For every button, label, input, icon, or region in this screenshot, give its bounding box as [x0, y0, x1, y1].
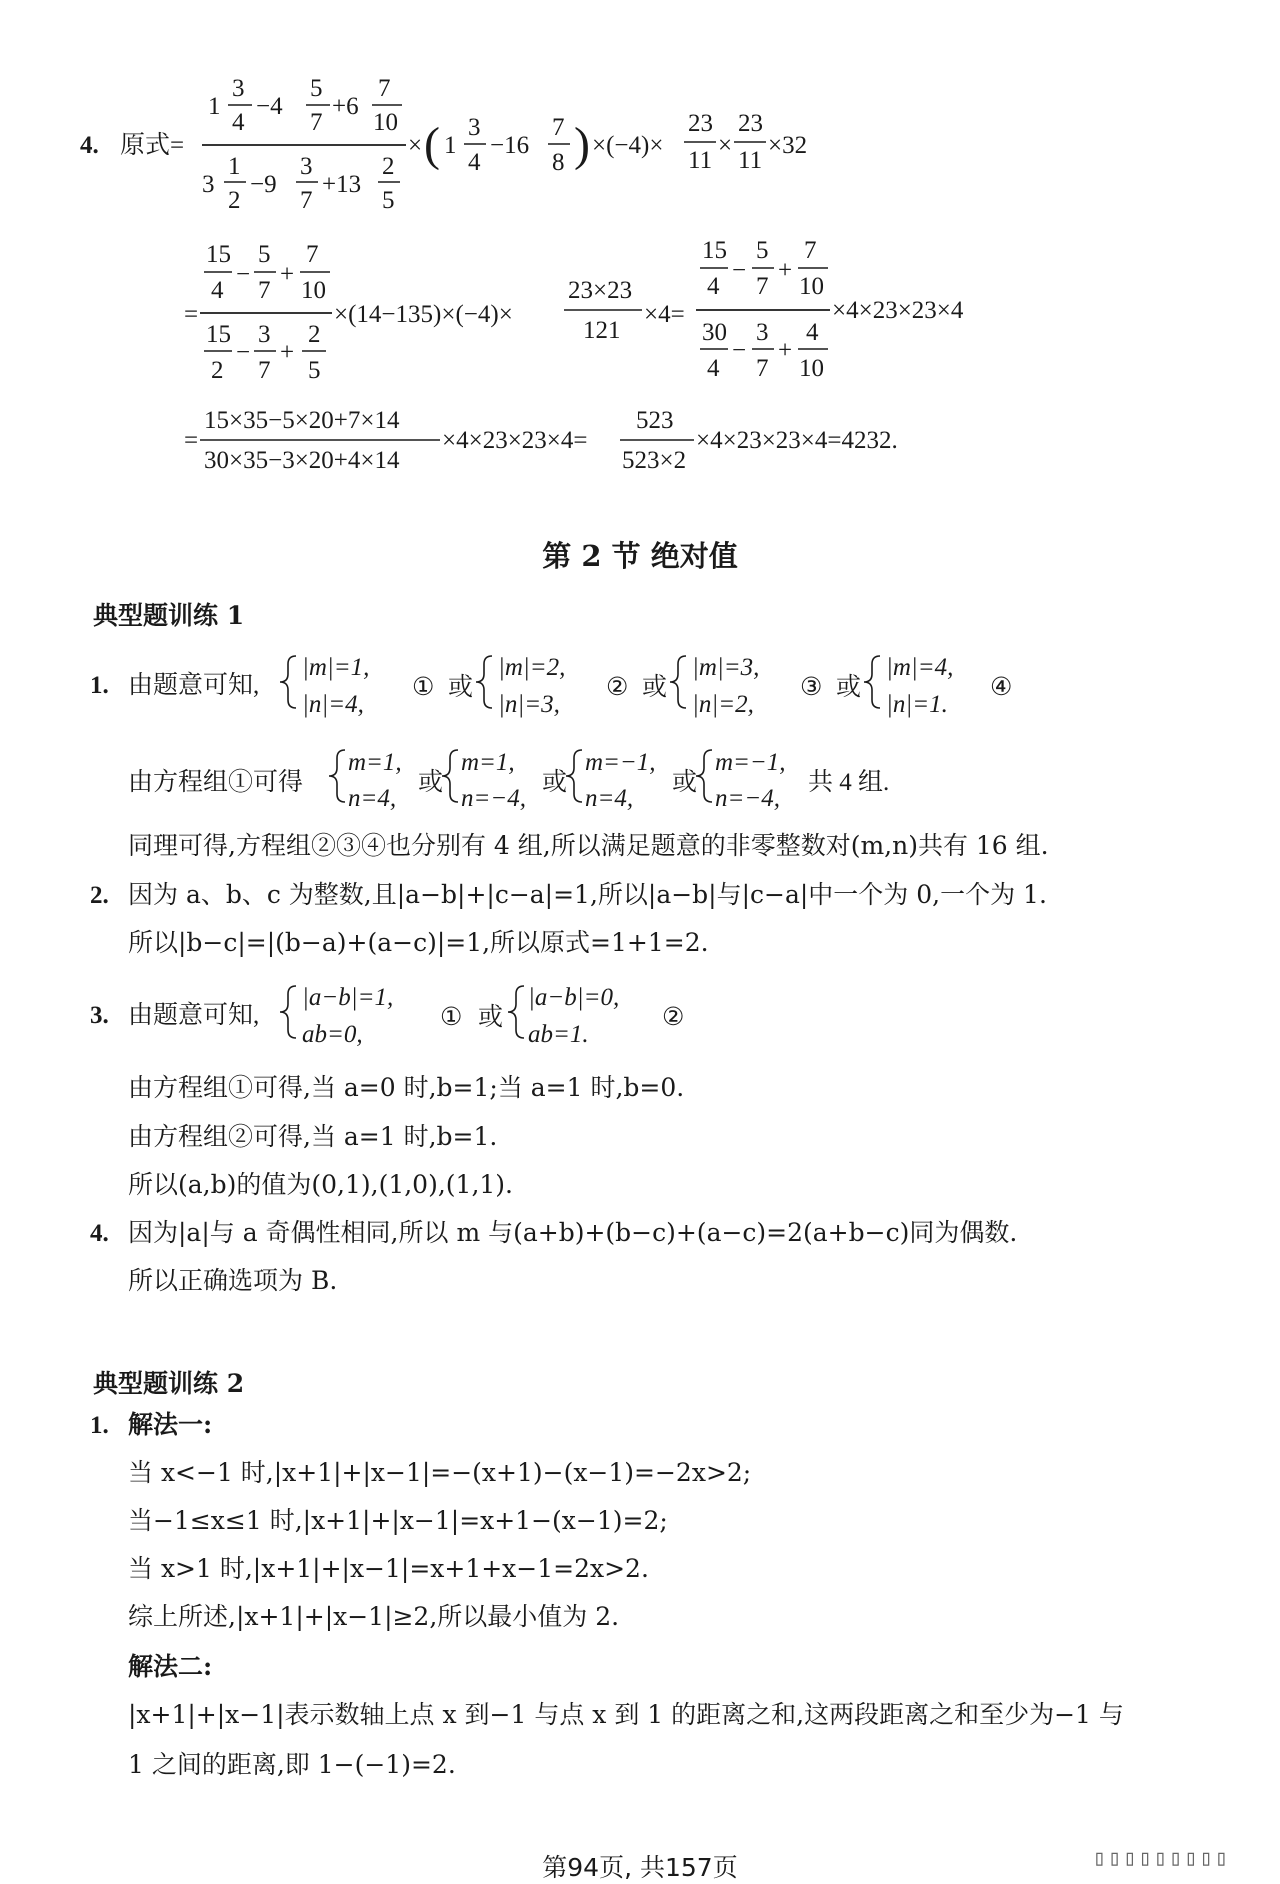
- frac-num: 5: [756, 237, 769, 264]
- frac-den: 7: [756, 273, 769, 300]
- t2-q1-line: 当−1≤x≤1 时,|x+1|+|x−1|=x+1−(x−1)=2;: [128, 1506, 668, 1535]
- circled-number: ①: [412, 674, 435, 701]
- frac-num: 7: [378, 75, 391, 102]
- frac-den: 8: [552, 149, 565, 176]
- frac-den: 4: [211, 277, 224, 304]
- frac-num: 15: [702, 237, 727, 264]
- system-top: |m|=4,: [886, 654, 954, 681]
- frac-num: 4: [806, 319, 819, 346]
- q1-line2-tail: 共 4 组.: [808, 769, 890, 796]
- system-top: |m|=2,: [498, 654, 566, 681]
- circled-number: ②: [606, 674, 629, 701]
- system-bottom: ab=1.: [528, 1021, 589, 1048]
- circled-number: ③: [800, 674, 823, 701]
- frac-num: 23: [738, 110, 763, 137]
- solution-top: m=1,: [461, 749, 515, 776]
- or-word: 或: [542, 769, 568, 796]
- frac-num: 3: [468, 114, 481, 141]
- method-one-label: 解法一:: [128, 1410, 213, 1439]
- frac-num: 2: [308, 321, 321, 348]
- t1-q3-line3: 由方程组②可得,当 a=1 时,b=1.: [128, 1122, 498, 1151]
- frac-den: 7: [300, 187, 313, 214]
- system-bottom: |n|=3,: [498, 691, 560, 718]
- t1-q1-systems: [0, 630, 1280, 810]
- frac-den: 4: [707, 273, 720, 300]
- term: ×(−4)×: [592, 132, 664, 159]
- frac-num: 23×23: [568, 277, 633, 304]
- q3-intro: 由题意可知,: [128, 1002, 260, 1029]
- frac-den: 4: [232, 109, 245, 136]
- frac-num: 15×35−5×20+7×14: [204, 407, 400, 434]
- solution-bottom: n=4,: [585, 785, 634, 810]
- frac-num: 3: [756, 319, 769, 346]
- or-word: 或: [836, 674, 862, 701]
- solution-top: m=−1,: [585, 749, 656, 776]
- method-two-label: 解法二:: [128, 1652, 213, 1681]
- question-number: 1.: [90, 672, 109, 699]
- t1-q3-systems: [0, 970, 1280, 1070]
- frac-den: 7: [756, 355, 769, 382]
- training-2-heading: 典型题训练 2: [93, 1369, 245, 1398]
- frac-den: 11: [688, 147, 713, 174]
- op: −: [236, 261, 251, 288]
- system-bottom: |n|=2,: [692, 691, 754, 718]
- equals-sign: =: [184, 427, 199, 454]
- frac-den: 2: [228, 187, 241, 214]
- term: +6: [332, 93, 359, 120]
- t1-q4-line1: 因为|a|与 a 奇偶性相同,所以 m 与(a+b)+(b−c)+(a−c)=2(a+b−c)同为偶数.: [128, 1218, 1018, 1247]
- t2-q1-line: 当 x>1 时,|x+1|+|x−1|=x+1+x−1=2x>2.: [128, 1554, 649, 1583]
- frac-num: 523: [636, 407, 674, 434]
- frac-den: 11: [738, 147, 763, 174]
- frac-den: 4: [707, 355, 720, 382]
- frac-den: 7: [258, 277, 271, 304]
- term: ×32: [768, 132, 808, 159]
- op: −: [732, 257, 747, 284]
- frac-den: 7: [310, 109, 323, 136]
- expression-derivation: [0, 0, 1280, 490]
- circled-number: ①: [440, 1004, 463, 1031]
- times-sign: ×: [718, 132, 733, 159]
- solution-bottom: n=−4,: [715, 785, 780, 810]
- frac-den: 2: [211, 357, 224, 384]
- system-top: |m|=1,: [302, 654, 370, 681]
- equals-sign: =: [184, 301, 199, 328]
- term: +13: [322, 171, 362, 198]
- q1-line2-intro: 由方程组①可得: [128, 769, 304, 796]
- system-bottom: |n|=1.: [886, 691, 948, 718]
- system-top: |a−b|=1,: [302, 984, 394, 1011]
- circled-number: ④: [990, 674, 1013, 701]
- t1-q3-line4: 所以(a,b)的值为(0,1),(1,0),(1,1).: [128, 1170, 513, 1199]
- question-number: 4.: [90, 1220, 109, 1247]
- t2-q1-line: 当 x<−1 时,|x+1|+|x−1|=−(x+1)−(x−1)=−2x>2;: [128, 1458, 752, 1487]
- frac-num: 7: [306, 241, 319, 268]
- system-bottom: ab=0,: [302, 1021, 363, 1048]
- page-number-footer: 第94页, 共157页: [542, 1853, 738, 1882]
- term: −9: [250, 171, 277, 198]
- training-1-heading: 典型题训练 1: [93, 601, 245, 630]
- frac-num: 5: [310, 75, 323, 102]
- term: ×4×23×23×4=4232.: [696, 427, 898, 454]
- term: ×4×23×23×4: [832, 297, 964, 324]
- op: +: [280, 261, 295, 288]
- term: ×4=: [644, 301, 685, 328]
- frac-den: 10: [301, 277, 326, 304]
- question-number: 2.: [90, 882, 109, 909]
- or-word: 或: [418, 769, 444, 796]
- frac-den: 30×35−3×20+4×14: [204, 447, 400, 474]
- frac-den: 5: [308, 357, 321, 384]
- toolbar-decoration-icon: ▯▯▯▯▯▯▯▯▯: [1092, 1846, 1230, 1871]
- t1-q1-line3: 同理可得,方程组②③④也分别有 4 组,所以满足题意的非零整数对(m,n)共有 16 组.: [128, 831, 1049, 860]
- frac-den: 10: [799, 273, 824, 300]
- frac-num: 3: [300, 153, 313, 180]
- or-word: 或: [478, 1004, 504, 1031]
- t2-q1-m2-line2: 1 之间的距离,即 1−(−1)=2.: [128, 1750, 456, 1779]
- frac-den: 523×2: [622, 447, 687, 474]
- original-expression-label: 原式=: [120, 132, 185, 159]
- frac-num: 3: [232, 75, 245, 102]
- section-title: 第 2 节 绝对值: [542, 539, 738, 573]
- term: 1: [208, 93, 221, 120]
- term: ×(14−135)×(−4)×: [334, 301, 513, 328]
- op: +: [778, 337, 793, 364]
- frac-num: 7: [552, 114, 565, 141]
- t2-q1-m2-line1: |x+1|+|x−1|表示数轴上点 x 到−1 与点 x 到 1 的距离之和,这两段距离之和至少为−1 与: [128, 1700, 1124, 1729]
- solution-bottom: n=4,: [348, 785, 397, 810]
- frac-num: 3: [258, 321, 271, 348]
- frac-num: 5: [258, 241, 271, 268]
- frac-den: 10: [373, 109, 398, 136]
- frac-num: 7: [804, 237, 817, 264]
- op: +: [778, 257, 793, 284]
- solution-bottom: n=−4,: [461, 785, 526, 810]
- times-sign: ×: [408, 132, 423, 159]
- system-top: |a−b|=0,: [528, 984, 620, 1011]
- circled-number: ②: [662, 1004, 685, 1031]
- paren-open: (: [424, 118, 440, 171]
- op: −: [236, 339, 251, 366]
- solution-top: m=1,: [348, 749, 402, 776]
- term: −4: [256, 93, 283, 120]
- frac-den: 121: [583, 317, 621, 344]
- frac-num: 1: [228, 153, 241, 180]
- or-word: 或: [448, 674, 474, 701]
- frac-den: 5: [382, 187, 395, 214]
- t1-q2-line1: 因为 a、b、c 为整数,且|a−b|+|c−a|=1,所以|a−b|与|c−a|中一个为 0,一个为 1.: [128, 880, 1047, 909]
- term: 1: [444, 132, 457, 159]
- paren-close: ): [574, 118, 590, 171]
- frac-den: 4: [468, 149, 481, 176]
- solution-top: m=−1,: [715, 749, 786, 776]
- frac-num: 15: [206, 241, 231, 268]
- t1-q3-line2: 由方程组①可得,当 a=0 时,b=1;当 a=1 时,b=0.: [128, 1073, 685, 1102]
- frac-num: 23: [688, 110, 713, 137]
- frac-num: 30: [702, 319, 727, 346]
- t2-q1-line: 综上所述,|x+1|+|x−1|≥2,所以最小值为 2.: [128, 1602, 620, 1631]
- t1-q2-line2: 所以|b−c|=|(b−a)+(a−c)|=1,所以原式=1+1=2.: [128, 928, 709, 957]
- q1-intro: 由题意可知,: [128, 672, 260, 699]
- op: −: [732, 337, 747, 364]
- frac-num: 15: [206, 321, 231, 348]
- op: +: [280, 339, 295, 366]
- system-top: |m|=3,: [692, 654, 760, 681]
- frac-num: 2: [382, 153, 395, 180]
- term: 3: [202, 171, 215, 198]
- system-bottom: |n|=4,: [302, 691, 364, 718]
- item-number-4: 4.: [80, 132, 99, 159]
- t1-q4-line2: 所以正确选项为 B.: [128, 1266, 338, 1295]
- term: ×4×23×23×4=: [442, 427, 588, 454]
- question-number: 3.: [90, 1002, 109, 1029]
- or-word: 或: [672, 769, 698, 796]
- frac-den: 10: [799, 355, 824, 382]
- or-word: 或: [642, 674, 668, 701]
- question-number: 1.: [90, 1412, 109, 1439]
- term: −16: [490, 132, 530, 159]
- frac-den: 7: [258, 357, 271, 384]
